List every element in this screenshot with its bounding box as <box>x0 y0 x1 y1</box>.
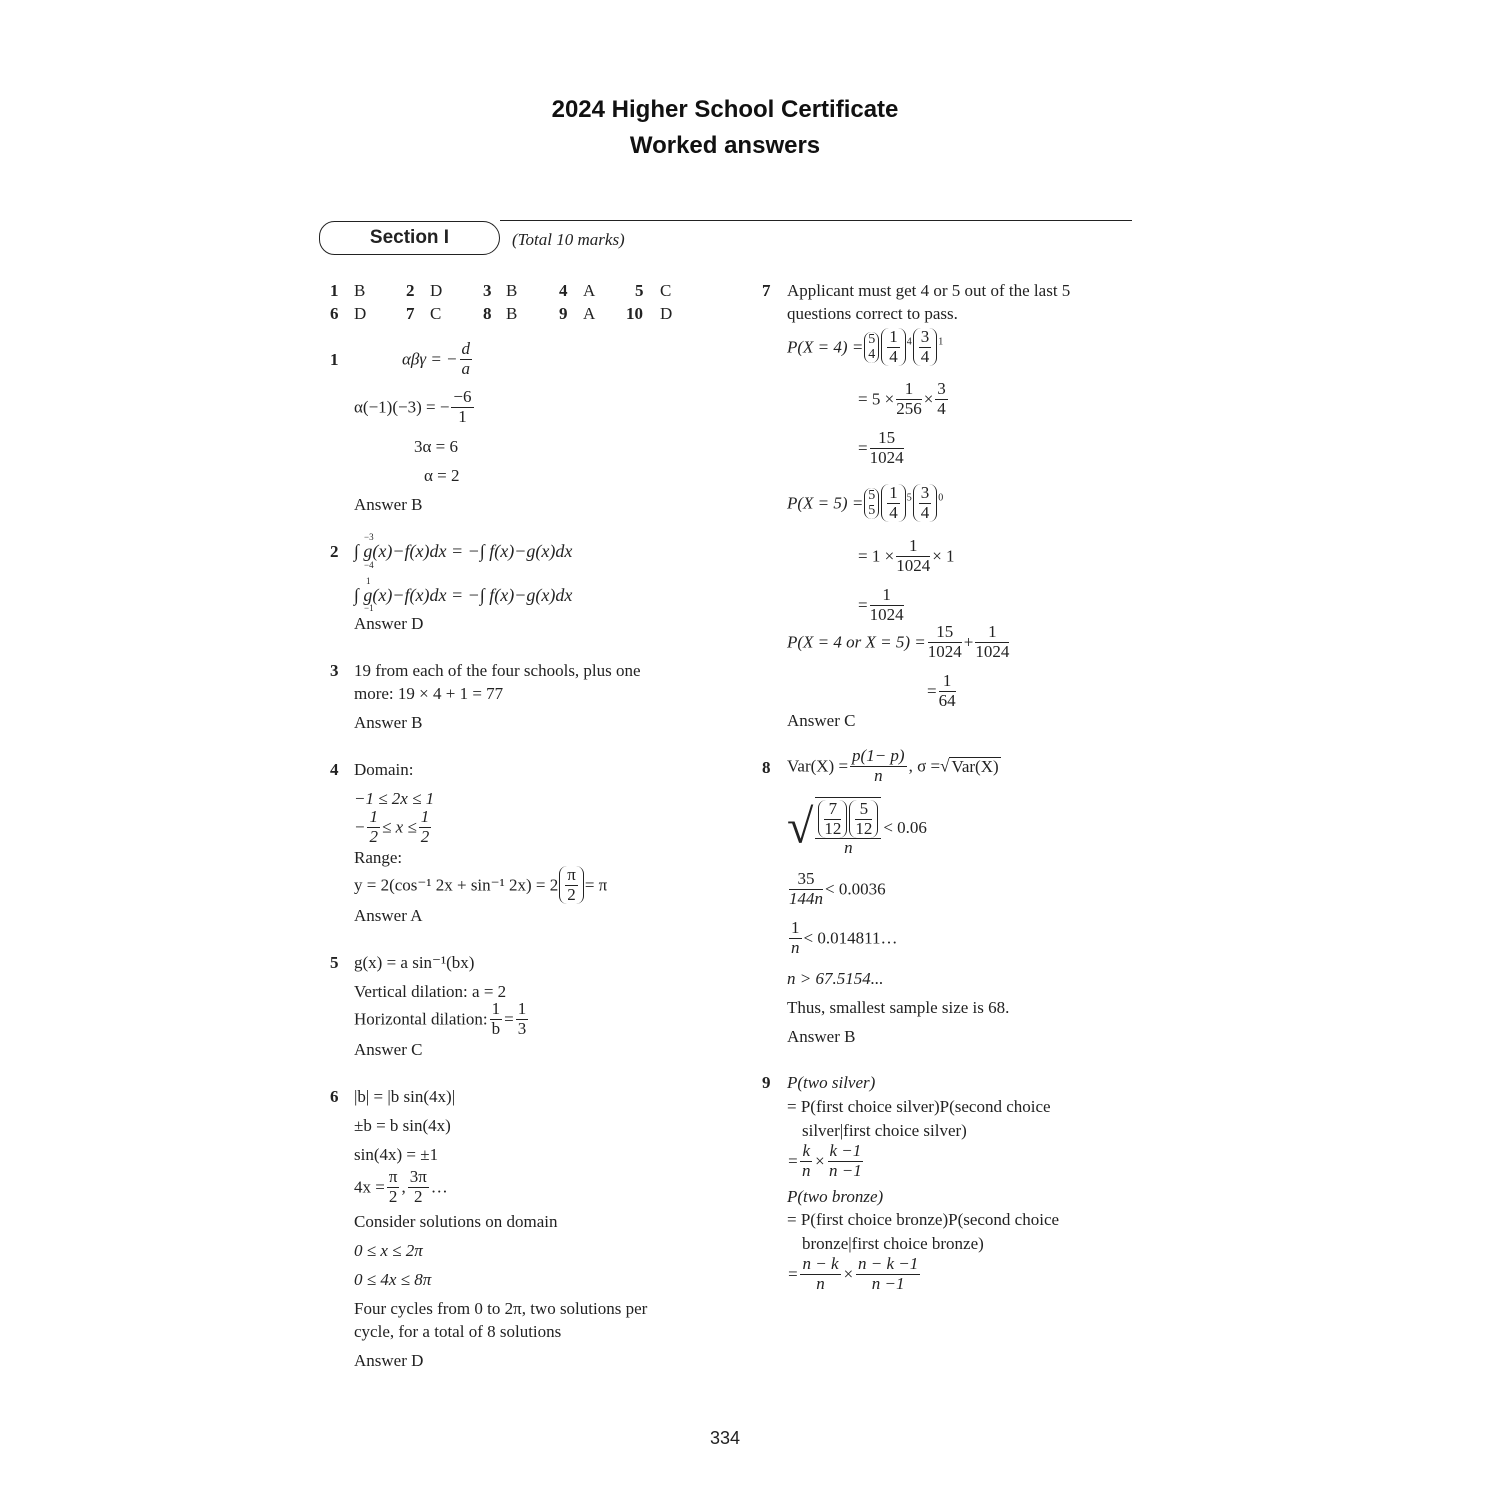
binom-bottom: 5 <box>868 503 876 519</box>
parenthesis <box>881 328 906 366</box>
denominator: 3 <box>517 1018 527 1038</box>
fraction <box>815 797 881 858</box>
q8-line4 <box>787 919 897 957</box>
q4-line3-result: = π <box>584 875 608 895</box>
q2-limit-upper: −3 <box>364 532 374 542</box>
q8-line2 <box>787 797 927 858</box>
fraction <box>928 623 962 661</box>
numerator: p(1− p) <box>852 746 905 765</box>
q4-range-label: Range: <box>354 848 403 867</box>
denominator: 1 <box>458 406 467 426</box>
fraction <box>408 1168 429 1206</box>
numerator: 1 <box>896 537 930 557</box>
fraction <box>975 623 1009 661</box>
q9-line6: = P(first choice bronze)P(second choice <box>787 1210 1060 1229</box>
fraction <box>855 800 872 838</box>
answer-line: Answer B <box>787 1027 856 1046</box>
q9-line2: = P(first choice silver)P(second choice <box>787 1097 1051 1116</box>
q2-limit-upper: 1 <box>366 576 371 586</box>
q4-line1: −1 ≤ 2x ≤ 1 <box>354 789 435 808</box>
numerator: 15 <box>870 429 904 449</box>
key-answer: B <box>354 281 366 300</box>
sqrt-content: Var(X) <box>951 757 999 777</box>
fraction <box>460 340 473 378</box>
section-label: Section I <box>319 221 500 255</box>
times: × <box>923 389 934 409</box>
q7-line2: questions correct to pass. <box>787 304 958 323</box>
question-number: 1 <box>330 350 339 369</box>
denominator: 2 <box>388 1186 398 1206</box>
answer-line: Answer D <box>354 1351 424 1370</box>
q6-line4-text: 4x = <box>354 1177 385 1197</box>
q5-line1: g(x) = a sin⁻¹(bx) <box>354 953 475 972</box>
q9-line3: silver|first choice silver) <box>802 1121 967 1140</box>
q7-p4-label: P(X = 4) = <box>787 337 864 357</box>
minus-sign: − <box>354 817 366 837</box>
times: × <box>814 1151 826 1171</box>
numerator: k −1 <box>829 1141 862 1160</box>
key-answer: A <box>583 281 596 300</box>
fraction <box>824 800 841 838</box>
fraction <box>828 1142 864 1180</box>
fraction <box>419 808 432 846</box>
q4-domain-label: Domain: <box>354 760 414 779</box>
times: × <box>842 1264 854 1284</box>
denominator: 4 <box>937 398 946 418</box>
fraction <box>870 586 904 624</box>
answer-line: Answer A <box>354 906 423 925</box>
key-num: 3 <box>483 281 492 300</box>
denominator: 2 <box>413 1186 423 1206</box>
fraction <box>939 672 956 710</box>
answer-line: Answer C <box>787 711 856 730</box>
equals: = <box>858 438 868 458</box>
fraction <box>789 870 823 908</box>
denominator: 1024 <box>927 641 962 661</box>
numerator: 3 <box>920 327 930 346</box>
numerator <box>815 800 881 839</box>
q5-line3-text: Horizontal dilation: <box>354 1009 488 1029</box>
denominator: n <box>802 1160 811 1180</box>
question-number: 2 <box>330 542 339 561</box>
question-number: 7 <box>762 281 771 300</box>
q1-line1-text: αβγ = − <box>402 349 458 369</box>
key-answer: D <box>354 304 367 323</box>
numerator: π <box>567 865 576 884</box>
question-number: 3 <box>330 661 339 680</box>
exponent: 5 <box>906 492 912 504</box>
fraction <box>856 1255 920 1293</box>
q4-line3 <box>354 866 607 904</box>
q7-p5-step3 <box>858 586 906 624</box>
q7-p5-label: P(X = 5) = <box>787 493 864 513</box>
page-number: 334 <box>709 1428 741 1448</box>
binom-bottom: 4 <box>868 347 876 363</box>
numerator: k <box>802 1141 811 1160</box>
comma: , <box>401 1177 406 1197</box>
numerator: 3 <box>920 483 930 502</box>
key-answer: B <box>506 304 518 323</box>
q2-line1: ∫ g(x)−f(x)dx = −∫ f(x)−g(x)dx <box>354 541 573 561</box>
numerator: n − k <box>802 1254 839 1273</box>
q7-p4-step2 <box>858 380 950 418</box>
sigma-label: , σ = <box>908 756 941 776</box>
q5-line2: Vertical dilation: a = 2 <box>354 982 507 1001</box>
numerator: 1 <box>889 483 898 502</box>
exponent: 4 <box>906 336 912 348</box>
numerator: 1 <box>791 918 800 937</box>
numerator: 1 <box>517 999 527 1018</box>
fraction <box>935 380 948 418</box>
q6-line4 <box>354 1168 448 1206</box>
numerator: 1 <box>889 327 898 346</box>
numerator: 7 <box>824 800 841 820</box>
q8-line1 <box>787 747 1001 785</box>
q1-line4: α = 2 <box>424 466 460 485</box>
fraction <box>919 484 932 522</box>
q8-line5: n > 67.5154... <box>787 969 884 988</box>
key-num: 4 <box>559 281 568 300</box>
numerator: 1 <box>896 380 922 400</box>
denominator: 1024 <box>869 604 904 624</box>
numerator: 15 <box>928 623 962 643</box>
denominator: 2 <box>420 826 430 846</box>
q9-line1: P(two silver) <box>787 1073 876 1092</box>
numerator: d <box>461 339 471 358</box>
denominator: n −1 <box>871 1273 905 1293</box>
q8-line6: Thus, smallest sample size is 68. <box>787 998 1010 1017</box>
fraction <box>565 866 578 904</box>
equals: = <box>858 595 868 615</box>
q8-line3 <box>787 870 886 908</box>
fraction <box>919 328 932 366</box>
binom-top: 5 <box>868 331 876 347</box>
q9-line5: P(two bronze) <box>787 1187 884 1206</box>
q6-line2: ±b = b sin(4x) <box>354 1116 451 1135</box>
numerator: 3π <box>409 1167 427 1186</box>
parenthesis <box>881 484 906 522</box>
inequality: < 0.0036 <box>825 879 886 899</box>
inequality: < 0.06 <box>883 818 927 838</box>
numerator: 1 <box>939 672 956 692</box>
denominator: 4 <box>920 502 930 522</box>
key-num: 8 <box>483 304 492 323</box>
ellipsis: … <box>430 1177 448 1197</box>
equals: = <box>504 1009 514 1029</box>
q6-line3: sin(4x) = ±1 <box>354 1145 439 1164</box>
q6-line9: cycle, for a total of 8 solutions <box>354 1322 562 1341</box>
sqrt-icon: √ <box>940 756 950 776</box>
key-answer: D <box>660 304 673 323</box>
q2-line2: ∫ g(x)−f(x)dx = −∫ f(x)−g(x)dx <box>354 585 573 605</box>
q9-line7: bronze|first choice bronze) <box>802 1234 984 1253</box>
key-answer: D <box>430 281 443 300</box>
fraction <box>490 1000 503 1038</box>
key-answer: C <box>660 281 672 300</box>
denominator: 12 <box>855 818 873 838</box>
fraction <box>870 429 904 467</box>
denominator: a <box>461 358 471 378</box>
q6-line7: 0 ≤ 4x ≤ 8π <box>354 1270 432 1289</box>
denominator: 1024 <box>896 555 931 575</box>
question-number: 8 <box>762 758 771 777</box>
q9-line4 <box>787 1142 865 1180</box>
numerator: n − k −1 <box>858 1254 919 1273</box>
binomial <box>864 332 879 363</box>
q6-line8: Four cycles from 0 to 2π, two solutions per <box>354 1299 648 1318</box>
page-subtitle: Worked answers <box>629 132 821 159</box>
question-number: 4 <box>330 760 339 779</box>
binomial <box>864 488 879 519</box>
fraction <box>451 388 473 426</box>
equals: = <box>787 1151 799 1171</box>
q7-por <box>787 623 1011 661</box>
key-answer: A <box>583 304 596 323</box>
q9-line8 <box>787 1255 922 1293</box>
plus: + <box>963 632 974 652</box>
q7-por-label: P(X = 4 or X = 5) = <box>787 632 926 652</box>
fraction <box>789 919 802 957</box>
q7-p4-step3 <box>858 429 906 467</box>
fraction <box>887 484 900 522</box>
parenthesis <box>849 800 878 838</box>
sqrt-icon: √ <box>787 800 814 854</box>
q1-line2-text: α(−1)(−3) = − <box>354 397 450 417</box>
question-number: 6 <box>330 1087 339 1106</box>
q2-limit-lower: −1 <box>364 603 374 613</box>
fraction <box>850 747 907 785</box>
q4-line3-text: y = 2(cos⁻¹ 2x + sin⁻¹ 2x) = 2 <box>354 875 559 895</box>
question-number: 9 <box>762 1073 771 1092</box>
page-title: 2024 Higher School Certificate <box>551 96 899 123</box>
key-answer: C <box>430 304 442 323</box>
section-total: (Total 10 marks) <box>512 230 625 249</box>
denominator: n −1 <box>829 1160 862 1180</box>
question-number: 5 <box>330 953 339 972</box>
q5-line3 <box>354 1000 530 1038</box>
q4-line2 <box>354 808 433 846</box>
q1-line2 <box>354 388 476 426</box>
inequality: < 0.014811… <box>803 928 898 948</box>
numerator: 5 <box>855 800 872 820</box>
parenthesis <box>913 328 938 366</box>
key-num: 1 <box>330 281 339 300</box>
numerator: 3 <box>937 379 946 398</box>
numerator: π <box>388 1167 398 1186</box>
answer-line: Answer B <box>354 495 423 514</box>
exponent: 1 <box>938 336 944 348</box>
denominator: 2 <box>567 884 576 904</box>
key-num: 7 <box>406 304 415 323</box>
numerator: 1 <box>420 807 430 826</box>
denominator: 4 <box>920 346 930 366</box>
fraction <box>387 1168 400 1206</box>
key-num: 5 <box>635 281 644 300</box>
q7-p5-step2 <box>858 537 955 575</box>
step-text: = 1 × <box>858 546 895 566</box>
step-text: = 5 × <box>858 389 895 409</box>
times-one: × 1 <box>932 546 955 566</box>
key-num: 10 <box>626 304 643 323</box>
equals: = <box>787 1264 799 1284</box>
answer-line: Answer C <box>354 1040 423 1059</box>
denominator: 64 <box>938 690 956 710</box>
denominator: n <box>844 838 853 858</box>
parenthesis <box>818 800 847 838</box>
denominator: 4 <box>889 502 898 522</box>
fraction <box>896 380 922 418</box>
fraction <box>896 537 930 575</box>
section-rule <box>500 220 1132 221</box>
equals: = <box>927 681 937 701</box>
inequality: ≤ x ≤ <box>381 817 417 837</box>
numerator: 1 <box>491 999 501 1018</box>
denominator: 1024 <box>975 641 1010 661</box>
fraction <box>800 1142 812 1180</box>
parenthesis <box>559 866 584 904</box>
key-answer: B <box>506 281 518 300</box>
key-num: 6 <box>330 304 339 323</box>
fraction <box>516 1000 529 1038</box>
q2-limit-lower: −4 <box>364 560 374 570</box>
q6-line1: |b| = |b sin(4x)| <box>354 1087 456 1106</box>
denominator: 256 <box>896 398 922 418</box>
numerator: −6 <box>453 387 472 406</box>
numerator: 1 <box>369 807 378 826</box>
fraction <box>887 328 900 366</box>
q7-p4 <box>787 328 943 366</box>
binom-top: 5 <box>868 487 876 503</box>
key-num: 9 <box>559 304 568 323</box>
fraction <box>367 808 380 846</box>
denominator: 144n <box>789 888 823 908</box>
numerator: 1 <box>870 586 904 606</box>
denominator: 12 <box>824 818 842 838</box>
q7-p5 <box>787 484 943 522</box>
q3-line1: 19 from each of the four schools, plus one <box>354 661 641 680</box>
variance-label: Var(X) = <box>787 756 849 776</box>
parenthesis <box>913 484 938 522</box>
denominator: 4 <box>889 346 898 366</box>
fraction <box>800 1255 840 1293</box>
q7-por-step2 <box>927 672 958 710</box>
q6-line5: Consider solutions on domain <box>354 1212 558 1231</box>
denominator: b <box>491 1018 501 1038</box>
numerator: 35 <box>789 870 823 890</box>
denominator: n <box>791 937 800 957</box>
key-num: 2 <box>406 281 415 300</box>
numerator: 1 <box>975 623 1009 643</box>
answer-line: Answer D <box>354 614 424 633</box>
denominator: n <box>816 1273 825 1293</box>
q3-line2: more: 19 × 4 + 1 = 77 <box>354 684 504 703</box>
denominator: n <box>874 765 883 785</box>
q1-line1 <box>402 340 474 378</box>
denominator: 1024 <box>869 447 904 467</box>
q1-line3: 3α = 6 <box>414 437 458 456</box>
q6-line6: 0 ≤ x ≤ 2π <box>354 1241 423 1260</box>
answer-line: Answer B <box>354 713 423 732</box>
exponent: 0 <box>938 492 944 504</box>
denominator: 2 <box>369 826 378 846</box>
q7-line1: Applicant must get 4 or 5 out of the last 5 <box>787 281 1071 300</box>
